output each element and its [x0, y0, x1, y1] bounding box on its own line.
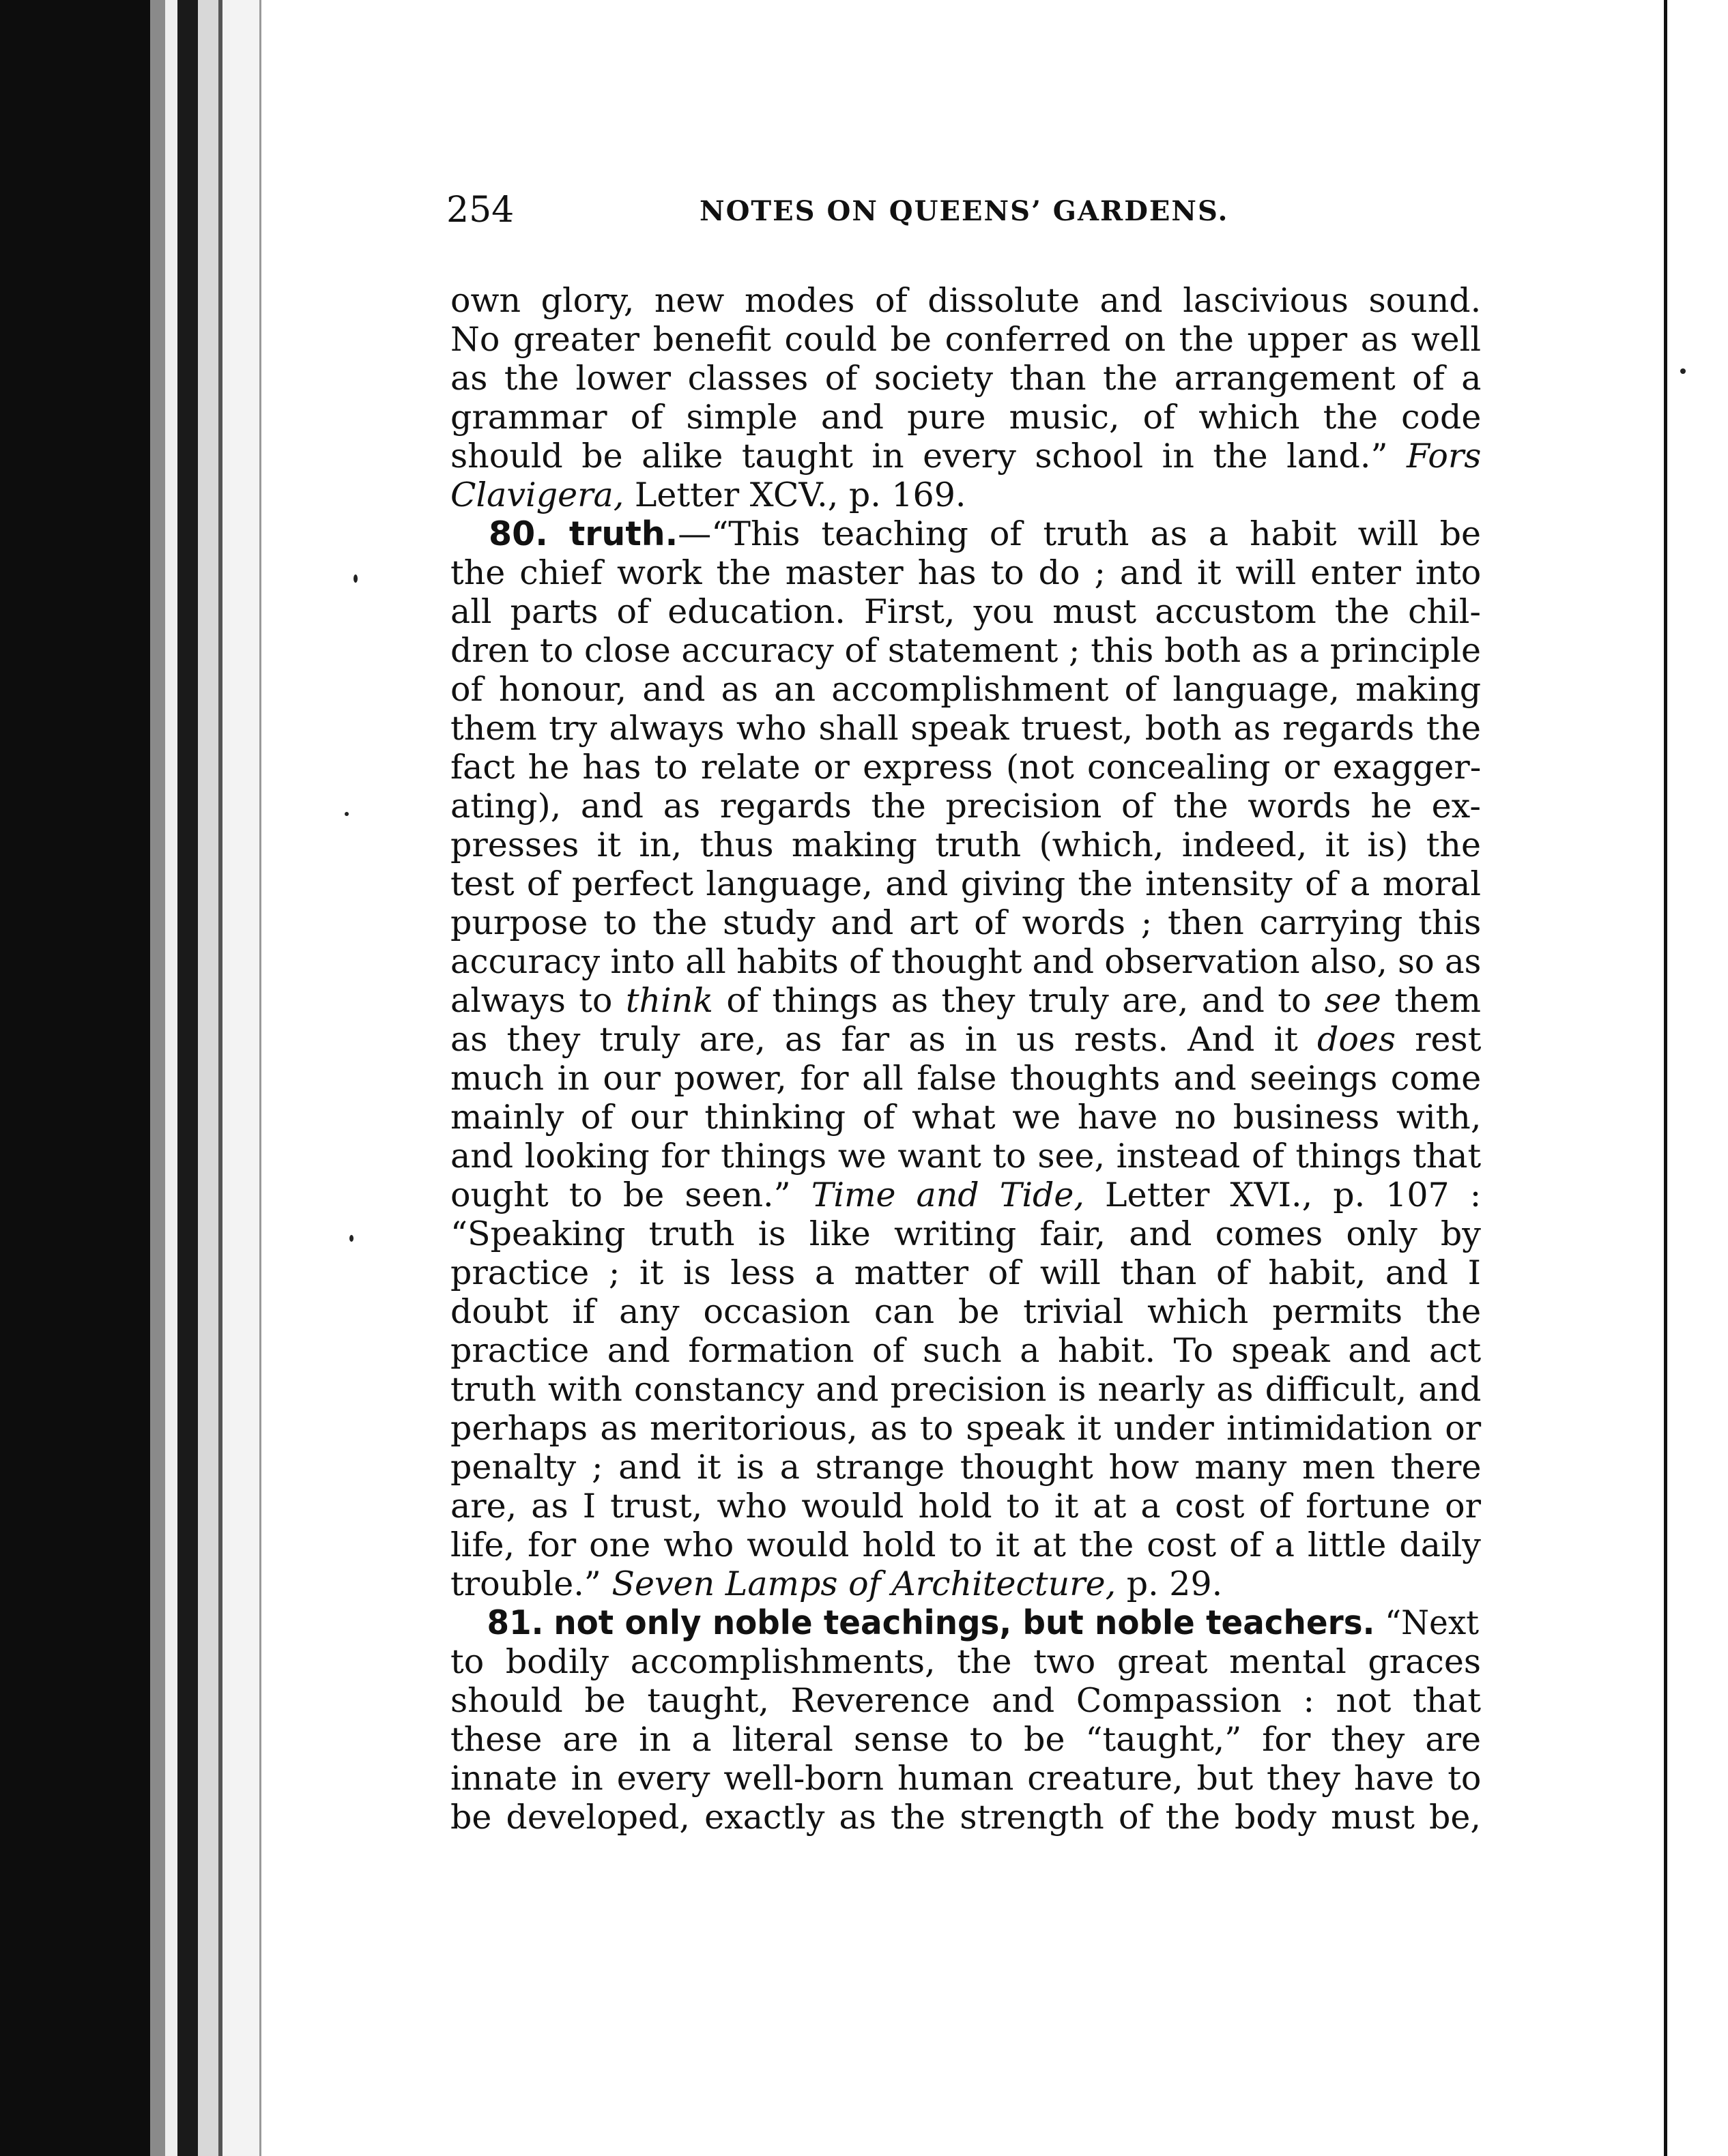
- text-run: of things as they truly are, and to: [726, 981, 1312, 1020]
- text-line: presses it in, thus making truth (which, indeed, it is) the: [450, 826, 1481, 864]
- text-line: life, for one who would hold to it at the cost of a little daily: [450, 1526, 1481, 1564]
- text-line: to bodily accomplishments, the two great mental graces: [450, 1642, 1481, 1681]
- text-line: perhaps as meritorious, as to speak it under intimidation or: [450, 1409, 1482, 1448]
- text-run: as they truly are, as far as in us rests. And it: [450, 1020, 1298, 1059]
- text-line: innate in every well-born human creature, but they have to: [450, 1759, 1482, 1798]
- emphasis: see: [1324, 981, 1381, 1020]
- text-run: rest: [1415, 1020, 1482, 1059]
- text-run: should be alike taught in every school in the land.”: [450, 437, 1388, 476]
- text-line: own glory, new modes of dissolute and lascivious sound.: [450, 281, 1482, 320]
- text-run: trouble.”: [450, 1564, 601, 1603]
- text-line: [450, 981, 1481, 1020]
- citation-title: Fors: [1407, 437, 1482, 476]
- text-line: the chief work the master has to do ; and it will enter into: [450, 553, 1482, 592]
- text-run: p. 29.: [1126, 1564, 1223, 1603]
- text-line: fact he has to relate or express (not concealing or exagger-: [450, 748, 1482, 787]
- body-text: [450, 281, 1481, 1837]
- text-line: test of perfect language, and giving the intensity of a moral: [450, 864, 1481, 903]
- section-title: truth.: [568, 514, 678, 553]
- text-line: these are in a literal sense to be “taught,” for they are: [450, 1720, 1481, 1759]
- section-number: 81.: [487, 1603, 544, 1642]
- text-line: ating), and as regards the precision of the words he ex-: [450, 787, 1481, 826]
- text-run: Letter XCV., p. 169.: [634, 476, 966, 514]
- text-line: purpose to the study and art of words ; then carrying this: [450, 903, 1482, 942]
- text-line: [450, 476, 1481, 514]
- emphasis: think: [625, 981, 713, 1020]
- section-title: not only noble teachings, but noble teachers.: [553, 1603, 1375, 1642]
- text-line: [450, 1564, 1481, 1603]
- text-line: them try always who shall speak truest, both as regards the: [450, 709, 1481, 748]
- citation-title: Time and Tide,: [811, 1176, 1084, 1214]
- text-line: should be taught, Reverence and Compassion : not that: [450, 1681, 1482, 1720]
- running-title: NOTES ON QUEENS’ GARDENS.: [700, 195, 1229, 227]
- text-line: as the lower classes of society than the arrangement of a: [450, 359, 1482, 398]
- text-line: be developed, exactly as the strength of the body must be,: [450, 1798, 1481, 1837]
- citation-title: Seven Lamps of Architecture,: [611, 1564, 1117, 1603]
- citation-title: Clavigera,: [450, 476, 624, 514]
- text-line: much in our power, for all false thoughts and seeings come: [450, 1059, 1482, 1098]
- text-line: grammar of simple and pure music, of which the code: [450, 398, 1482, 437]
- text-line: all parts of education. First, you must accustom the chil-: [450, 592, 1481, 631]
- text-line: and looking for things we want to see, instead of things that: [450, 1137, 1482, 1176]
- text-line: practice and formation of such a habit. To speak and act: [450, 1331, 1482, 1370]
- text-line: [450, 1020, 1481, 1059]
- section-80-heading-line: [450, 514, 1481, 553]
- text-line: [450, 1176, 1481, 1214]
- text-line: “Speaking truth is like writing fair, and comes only by: [450, 1214, 1481, 1253]
- text-run: —“This teaching of truth as a habit will be: [678, 514, 1481, 553]
- text-run: ought to be seen.”: [450, 1176, 791, 1214]
- text-run: them: [1394, 981, 1482, 1020]
- text-line: accuracy into all habits of thought and observation also, so as: [450, 942, 1482, 981]
- text-line: practice ; it is less a matter of will than of habit, and I: [450, 1253, 1481, 1292]
- text-line: are, as I trust, who would hold to it at a cost of fortune or: [450, 1487, 1482, 1526]
- text-run: always to: [450, 981, 613, 1020]
- text-line: truth with constancy and precision is nearly as difficult, and: [450, 1370, 1482, 1409]
- section-81-heading-line: [450, 1603, 1480, 1642]
- text-line: penalty ; and it is a strange thought how many men there: [450, 1448, 1482, 1487]
- text-run: “Next: [1385, 1603, 1480, 1642]
- emphasis: does: [1316, 1020, 1396, 1059]
- section-number: 80.: [489, 514, 548, 553]
- text-line: mainly of our thinking of what we have no business with,: [450, 1098, 1482, 1137]
- text-line: [450, 437, 1481, 476]
- text-line: doubt if any occasion can be trivial which permits the: [450, 1292, 1482, 1331]
- text-run: Letter XVI., p. 107 :: [1105, 1176, 1482, 1214]
- text-line: No greater benefit could be conferred on the upper as well: [450, 320, 1481, 359]
- text-line: dren to close accuracy of statement ; this both as a principle: [450, 631, 1481, 670]
- text-line: of honour, and as an accomplishment of language, making: [450, 670, 1482, 709]
- page-number: 254: [446, 190, 515, 231]
